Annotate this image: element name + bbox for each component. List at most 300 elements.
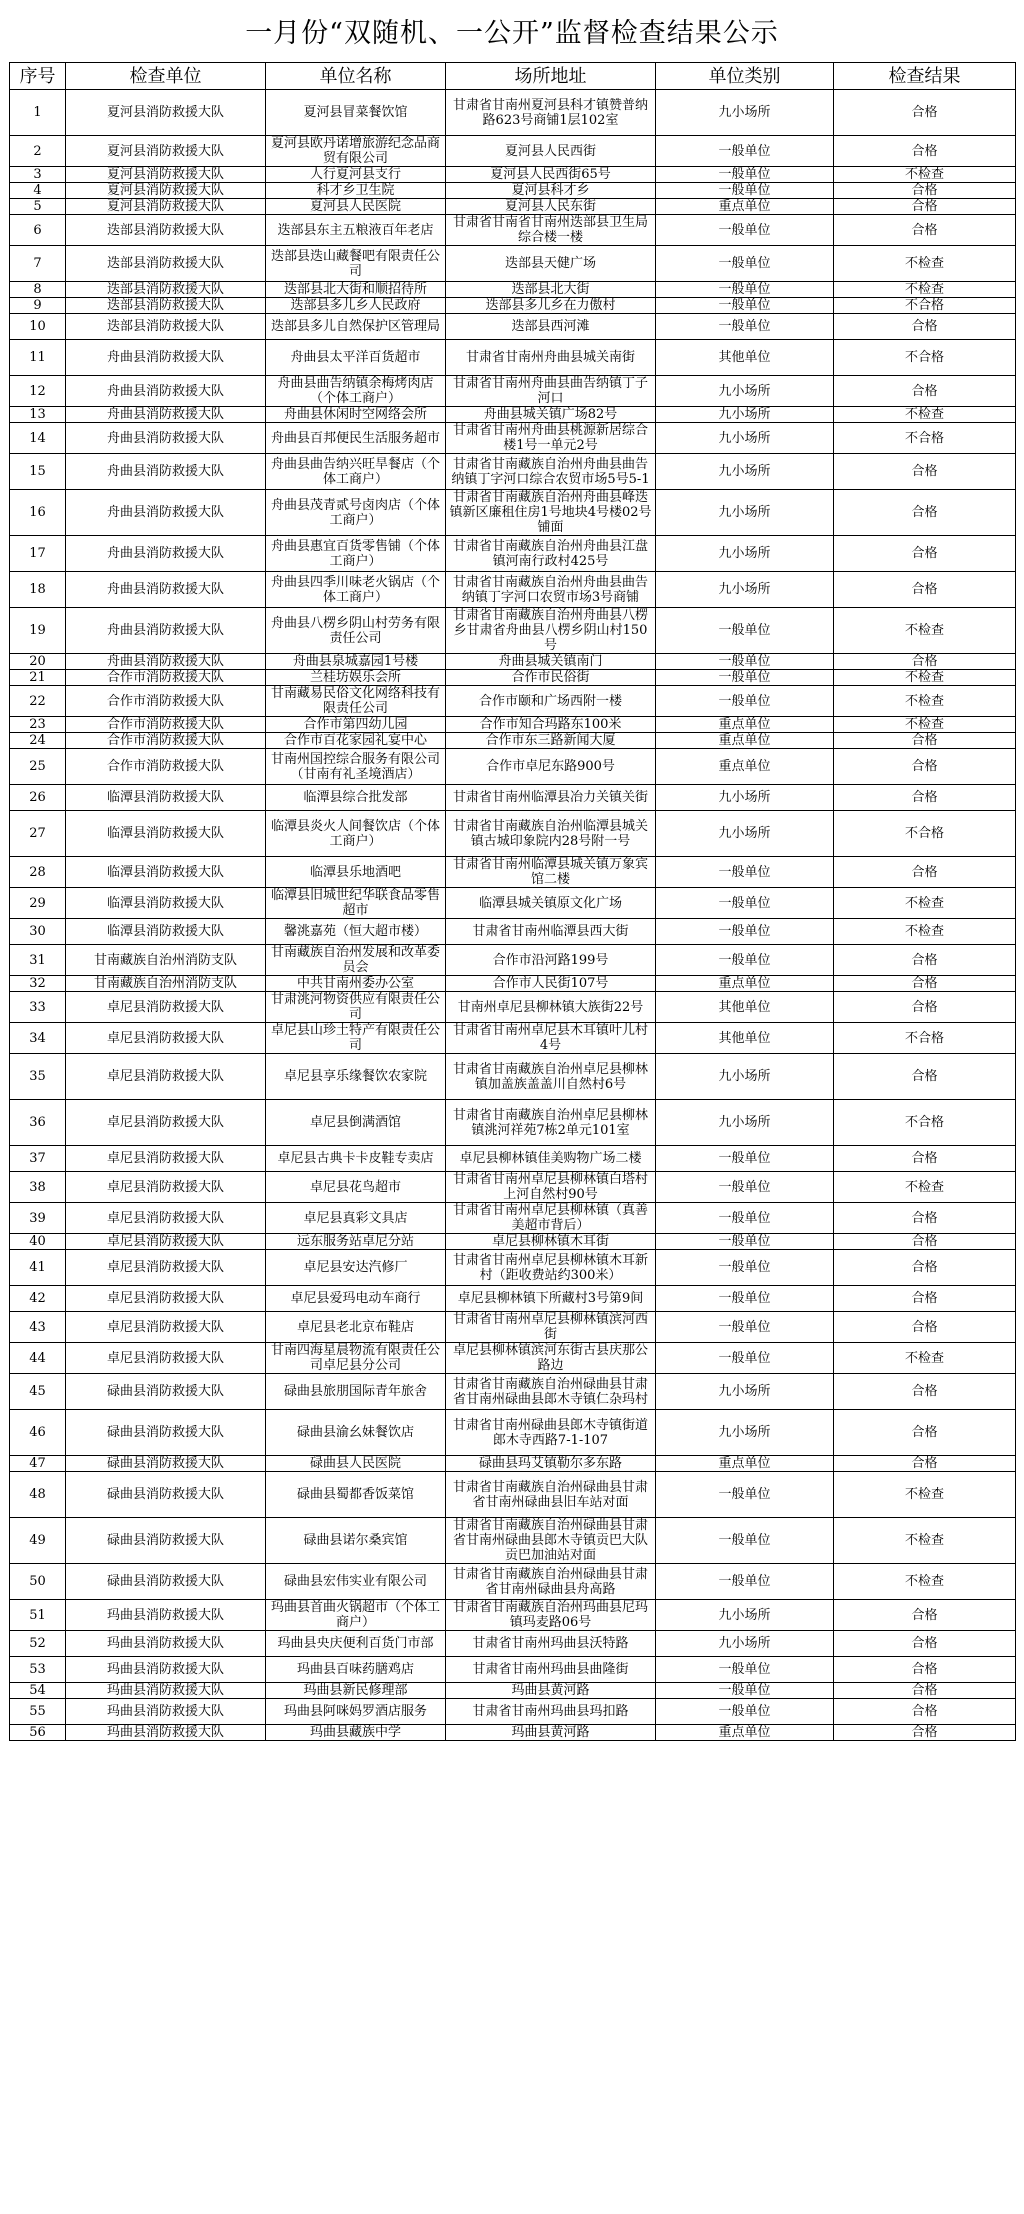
inspection-result-cell: 合格: [834, 1683, 1016, 1699]
site-address-cell: 迭部县天健广场: [446, 246, 656, 282]
table-row: [10, 90, 1016, 136]
site-address-cell: 合作市沿河路199号: [446, 945, 656, 976]
table-row: [10, 976, 1016, 992]
inspecting-unit-cell: 夏河县消防救援大队: [66, 199, 266, 215]
serial-number-cell: 1: [10, 90, 66, 136]
unit-category-cell: 一般单位: [656, 183, 834, 199]
site-address-cell: 甘肃省甘南州临潭县城关镇万象宾馆二楼: [446, 857, 656, 888]
inspection-result-cell: 合格: [834, 992, 1016, 1023]
serial-number-cell: 15: [10, 454, 66, 490]
site-address-cell: 夏河县人民西街65号: [446, 167, 656, 183]
unit-name-cell: 碌曲县渝幺妹餐饮店: [266, 1410, 446, 1456]
site-address-cell: 临潭县城关镇原文化广场: [446, 888, 656, 919]
unit-name-cell: 临潭县炎火人间餐饮店（个体工商户）: [266, 811, 446, 857]
inspecting-unit-cell: 卓尼县消防救援大队: [66, 1343, 266, 1374]
unit-category-cell: 一般单位: [656, 1312, 834, 1343]
unit-category-cell: 一般单位: [656, 1203, 834, 1234]
inspection-result-cell: 合格: [834, 1234, 1016, 1250]
unit-category-cell: 重点单位: [656, 1725, 834, 1741]
inspecting-unit-cell: 玛曲县消防救援大队: [66, 1657, 266, 1683]
table-row: [10, 1023, 1016, 1054]
serial-number-cell: 52: [10, 1631, 66, 1657]
unit-category-cell: 一般单位: [656, 246, 834, 282]
inspection-result-cell: 不检查: [834, 407, 1016, 423]
serial-number-cell: 46: [10, 1410, 66, 1456]
inspecting-unit-cell: 临潭县消防救援大队: [66, 811, 266, 857]
site-address-cell: 甘肃省甘南藏族自治州舟曲县曲告纳镇丁字河口综合农贸市场5号5-1: [446, 454, 656, 490]
inspecting-unit-cell: 碌曲县消防救援大队: [66, 1410, 266, 1456]
unit-name-cell: 合作市第四幼儿园: [266, 717, 446, 733]
site-address-cell: 甘肃省甘南州玛曲县玛扣路: [446, 1699, 656, 1725]
inspection-result-cell: 合格: [834, 454, 1016, 490]
unit-category-cell: 一般单位: [656, 1472, 834, 1518]
table-row: [10, 1518, 1016, 1564]
site-address-cell: 合作市卓尼东路900号: [446, 749, 656, 785]
table-row: [10, 1054, 1016, 1100]
serial-number-cell: 24: [10, 733, 66, 749]
site-address-cell: 卓尼县柳林镇滨河东街古县庆那公路边: [446, 1343, 656, 1374]
serial-number-cell: 11: [10, 340, 66, 376]
serial-number-cell: 55: [10, 1699, 66, 1725]
unit-category-cell: 一般单位: [656, 608, 834, 654]
inspection-result-cell: 不检查: [834, 1343, 1016, 1374]
inspection-result-cell: 合格: [834, 857, 1016, 888]
unit-category-cell: 一般单位: [656, 888, 834, 919]
inspection-result-cell: 不合格: [834, 340, 1016, 376]
inspection-result-cell: 不检查: [834, 1172, 1016, 1203]
table-row: [10, 1600, 1016, 1631]
inspecting-unit-cell: 玛曲县消防救援大队: [66, 1600, 266, 1631]
unit-name-cell: 碌曲县蜀都香饭菜馆: [266, 1472, 446, 1518]
inspection-result-cell: 合格: [834, 1374, 1016, 1410]
unit-name-cell: 玛曲县阿咪妈罗酒店服务: [266, 1699, 446, 1725]
unit-name-cell: 临潭县乐地酒吧: [266, 857, 446, 888]
site-address-cell: 甘肃省甘南州临潭县西大街: [446, 919, 656, 945]
site-address-cell: 迭部县西河滩: [446, 314, 656, 340]
inspecting-unit-cell: 夏河县消防救援大队: [66, 90, 266, 136]
inspecting-unit-cell: 卓尼县消防救援大队: [66, 1054, 266, 1100]
serial-number-cell: 14: [10, 423, 66, 454]
unit-name-cell: 迭部县东主五粮液百年老店: [266, 215, 446, 246]
site-address-cell: 夏河县人民东街: [446, 199, 656, 215]
site-address-cell: 碌曲县玛艾镇勒尔多东路: [446, 1456, 656, 1472]
inspecting-unit-cell: 临潭县消防救援大队: [66, 857, 266, 888]
serial-number-cell: 44: [10, 1343, 66, 1374]
inspecting-unit-cell: 卓尼县消防救援大队: [66, 1023, 266, 1054]
inspecting-unit-cell: 卓尼县消防救援大队: [66, 1203, 266, 1234]
unit-name-cell: 夏河县人民医院: [266, 199, 446, 215]
inspection-result-cell: 合格: [834, 749, 1016, 785]
table-row: [10, 1172, 1016, 1203]
serial-number-cell: 37: [10, 1146, 66, 1172]
table-row: [10, 572, 1016, 608]
serial-number-cell: 8: [10, 282, 66, 298]
unit-category-cell: 一般单位: [656, 686, 834, 717]
site-address-cell: 甘肃省甘南藏族自治州卓尼县柳林镇洮河祥苑7栋2单元101室: [446, 1100, 656, 1146]
unit-category-cell: 九小场所: [656, 407, 834, 423]
inspection-result-cell: 不合格: [834, 811, 1016, 857]
unit-name-cell: 舟曲县休闲时空网络会所: [266, 407, 446, 423]
unit-name-cell: 玛曲县央庆便利百货门市部: [266, 1631, 446, 1657]
inspecting-unit-cell: 碌曲县消防救援大队: [66, 1374, 266, 1410]
unit-category-cell: 九小场所: [656, 376, 834, 407]
serial-number-cell: 2: [10, 136, 66, 167]
site-address-cell: 玛曲县黄河路: [446, 1725, 656, 1741]
inspecting-unit-cell: 卓尼县消防救援大队: [66, 1250, 266, 1286]
unit-category-cell: 九小场所: [656, 90, 834, 136]
inspecting-unit-cell: 卓尼县消防救援大队: [66, 1312, 266, 1343]
site-address-cell: 舟曲县城关镇南门: [446, 654, 656, 670]
unit-category-cell: 重点单位: [656, 733, 834, 749]
inspecting-unit-cell: 舟曲县消防救援大队: [66, 572, 266, 608]
unit-category-cell: 一般单位: [656, 919, 834, 945]
serial-number-cell: 23: [10, 717, 66, 733]
unit-category-cell: 九小场所: [656, 1054, 834, 1100]
unit-name-cell: 卓尼县古典卡卡皮鞋专卖店: [266, 1146, 446, 1172]
inspection-result-cell: 不检查: [834, 686, 1016, 717]
table-row: [10, 1472, 1016, 1518]
table-row: [10, 608, 1016, 654]
unit-category-cell: 九小场所: [656, 811, 834, 857]
serial-number-cell: 17: [10, 536, 66, 572]
site-address-cell: 甘肃省甘南藏族自治州舟曲县八楞乡甘肃省舟曲县八楞乡阴山村150号: [446, 608, 656, 654]
header-unit-category: 单位类别: [656, 63, 834, 90]
inspecting-unit-cell: 合作市消防救援大队: [66, 686, 266, 717]
inspecting-unit-cell: 碌曲县消防救援大队: [66, 1456, 266, 1472]
table-row: [10, 298, 1016, 314]
table-row: [10, 1657, 1016, 1683]
table-row: [10, 1564, 1016, 1600]
inspection-result-cell: 合格: [834, 1410, 1016, 1456]
table-row: [10, 454, 1016, 490]
table-row: [10, 1631, 1016, 1657]
serial-number-cell: 35: [10, 1054, 66, 1100]
table-row: [10, 167, 1016, 183]
site-address-cell: 甘肃省甘南藏族自治州碌曲县甘肃省甘南州碌曲县郎木寺镇仁杂玛村: [446, 1374, 656, 1410]
unit-name-cell: 迭部县迭山藏餐吧有限责任公司: [266, 246, 446, 282]
serial-number-cell: 7: [10, 246, 66, 282]
inspecting-unit-cell: 卓尼县消防救援大队: [66, 1146, 266, 1172]
inspecting-unit-cell: 迭部县消防救援大队: [66, 282, 266, 298]
unit-category-cell: 一般单位: [656, 1657, 834, 1683]
site-address-cell: 甘肃省甘南州临潭县冶力关镇关街: [446, 785, 656, 811]
inspecting-unit-cell: 舟曲县消防救援大队: [66, 423, 266, 454]
unit-name-cell: 舟曲县曲告纳镇余梅烤肉店（个体工商户）: [266, 376, 446, 407]
inspecting-unit-cell: 甘南藏族自治州消防支队: [66, 976, 266, 992]
serial-number-cell: 5: [10, 199, 66, 215]
table-row: [10, 282, 1016, 298]
site-address-cell: 合作市人民街107号: [446, 976, 656, 992]
site-address-cell: 甘肃省甘南州卓尼县柳林镇滨河西街: [446, 1312, 656, 1343]
site-address-cell: 迭部县北大街: [446, 282, 656, 298]
header-site-address: 场所地址: [446, 63, 656, 90]
table-row: [10, 199, 1016, 215]
site-address-cell: 甘肃省甘南省甘南州迭部县卫生局综合楼一楼: [446, 215, 656, 246]
unit-category-cell: 重点单位: [656, 976, 834, 992]
table-row: [10, 733, 1016, 749]
inspection-result-cell: 不检查: [834, 167, 1016, 183]
inspection-result-cell: 合格: [834, 90, 1016, 136]
site-address-cell: 甘肃省甘南藏族自治州玛曲县尼玛镇玛麦路06号: [446, 1600, 656, 1631]
serial-number-cell: 26: [10, 785, 66, 811]
inspecting-unit-cell: 合作市消防救援大队: [66, 670, 266, 686]
unit-category-cell: 一般单位: [656, 215, 834, 246]
unit-category-cell: 一般单位: [656, 298, 834, 314]
inspection-result-cell: 合格: [834, 654, 1016, 670]
serial-number-cell: 34: [10, 1023, 66, 1054]
inspecting-unit-cell: 碌曲县消防救援大队: [66, 1518, 266, 1564]
unit-category-cell: 一般单位: [656, 1343, 834, 1374]
inspecting-unit-cell: 舟曲县消防救援大队: [66, 654, 266, 670]
table-row: [10, 654, 1016, 670]
table-row: [10, 407, 1016, 423]
unit-name-cell: 玛曲县藏族中学: [266, 1725, 446, 1741]
unit-category-cell: 一般单位: [656, 1564, 834, 1600]
inspection-result-cell: 不检查: [834, 670, 1016, 686]
inspecting-unit-cell: 甘南藏族自治州消防支队: [66, 945, 266, 976]
serial-number-cell: 9: [10, 298, 66, 314]
site-address-cell: 甘肃省甘南州舟曲县曲告纳镇丁子河口: [446, 376, 656, 407]
table-row: [10, 490, 1016, 536]
unit-name-cell: 临潭县旧城世纪华联食品零售超市: [266, 888, 446, 919]
unit-name-cell: 卓尼县安达汽修厂: [266, 1250, 446, 1286]
unit-name-cell: 卓尼县倒满酒馆: [266, 1100, 446, 1146]
site-address-cell: 甘肃省甘南藏族自治州舟曲县江盘镇河南行政村425号: [446, 536, 656, 572]
site-address-cell: 甘肃省甘南州卓尼县木耳镇叶儿村4号: [446, 1023, 656, 1054]
page-title: 一月份“双随机、一公开”监督检查结果公示: [245, 17, 779, 49]
unit-category-cell: 重点单位: [656, 1456, 834, 1472]
unit-category-cell: 一般单位: [656, 1683, 834, 1699]
site-address-cell: 甘肃省甘南藏族自治州卓尼县柳林镇加盖族盖盖川自然村6号: [446, 1054, 656, 1100]
unit-category-cell: 九小场所: [656, 536, 834, 572]
serial-number-cell: 51: [10, 1600, 66, 1631]
inspection-result-cell: 合格: [834, 945, 1016, 976]
table-row: [10, 215, 1016, 246]
inspection-result-cell: 合格: [834, 136, 1016, 167]
unit-name-cell: 舟曲县茂青贰号卤肉店（个体工商户）: [266, 490, 446, 536]
site-address-cell: 甘肃省甘南藏族自治州舟曲县曲告纳镇丁字河口农贸市场3号商铺: [446, 572, 656, 608]
inspecting-unit-cell: 舟曲县消防救援大队: [66, 490, 266, 536]
unit-name-cell: 碌曲县宏伟实业有限公司: [266, 1564, 446, 1600]
inspection-result-cell: 不合格: [834, 1100, 1016, 1146]
unit-name-cell: 碌曲县诺尔桑宾馆: [266, 1518, 446, 1564]
header-inspecting-unit: 检查单位: [66, 63, 266, 90]
site-address-cell: 甘南州卓尼县柳林镇大族街22号: [446, 992, 656, 1023]
unit-category-cell: 一般单位: [656, 857, 834, 888]
inspection-result-cell: 合格: [834, 183, 1016, 199]
inspecting-unit-cell: 夏河县消防救援大队: [66, 167, 266, 183]
inspecting-unit-cell: 玛曲县消防救援大队: [66, 1631, 266, 1657]
table-row: [10, 945, 1016, 976]
table-row: [10, 717, 1016, 733]
unit-name-cell: 卓尼县享乐缘餐饮农家院: [266, 1054, 446, 1100]
table-row: [10, 1699, 1016, 1725]
site-address-cell: 甘肃省甘南藏族自治州碌曲县甘肃省甘南州碌曲县旧车站对面: [446, 1472, 656, 1518]
site-address-cell: 甘肃省甘南州玛曲县曲隆街: [446, 1657, 656, 1683]
inspection-result-cell: 不合格: [834, 423, 1016, 454]
unit-name-cell: 夏河县欧丹诺增旅游纪念品商贸有限公司: [266, 136, 446, 167]
unit-name-cell: 玛曲县新民修理部: [266, 1683, 446, 1699]
table-row: [10, 1410, 1016, 1456]
serial-number-cell: 13: [10, 407, 66, 423]
table-row: [10, 811, 1016, 857]
unit-category-cell: 其他单位: [656, 1023, 834, 1054]
serial-number-cell: 28: [10, 857, 66, 888]
site-address-cell: 甘肃省甘南州舟曲县城关南街: [446, 340, 656, 376]
unit-name-cell: 人行夏河县支行: [266, 167, 446, 183]
inspecting-unit-cell: 碌曲县消防救援大队: [66, 1564, 266, 1600]
unit-category-cell: 九小场所: [656, 423, 834, 454]
table-header-row: [10, 63, 1016, 90]
site-address-cell: 甘肃省甘南藏族自治州碌曲县甘肃省甘南州碌曲县郎木寺镇贡巴大队贡巴加油站对面: [446, 1518, 656, 1564]
inspection-result-cell: 不检查: [834, 608, 1016, 654]
inspection-result-cell: 合格: [834, 376, 1016, 407]
unit-category-cell: 一般单位: [656, 945, 834, 976]
unit-name-cell: 甘南藏易民俗文化网络科技有限责任公司: [266, 686, 446, 717]
serial-number-cell: 31: [10, 945, 66, 976]
inspection-result-cell: 不检查: [834, 1564, 1016, 1600]
table-row: [10, 536, 1016, 572]
inspecting-unit-cell: 卓尼县消防救援大队: [66, 1286, 266, 1312]
site-address-cell: 甘肃省甘南藏族自治州碌曲县甘肃省甘南州碌曲县舟高路: [446, 1564, 656, 1600]
table-row: [10, 1343, 1016, 1374]
unit-name-cell: 舟曲县百邦便民生活服务超市: [266, 423, 446, 454]
table-row: [10, 423, 1016, 454]
inspecting-unit-cell: 舟曲县消防救援大队: [66, 376, 266, 407]
table-row: [10, 1146, 1016, 1172]
inspection-result-cell: 合格: [834, 215, 1016, 246]
table-row: [10, 888, 1016, 919]
unit-name-cell: 临潭县综合批发部: [266, 785, 446, 811]
unit-name-cell: 甘南州国控综合服务有限公司（甘南有礼圣境酒店）: [266, 749, 446, 785]
unit-name-cell: 迭部县多儿乡人民政府: [266, 298, 446, 314]
inspecting-unit-cell: 合作市消防救援大队: [66, 749, 266, 785]
inspection-result-cell: 合格: [834, 733, 1016, 749]
inspection-result-cell: 合格: [834, 1699, 1016, 1725]
unit-category-cell: 一般单位: [656, 1250, 834, 1286]
table-row: [10, 340, 1016, 376]
inspecting-unit-cell: 卓尼县消防救援大队: [66, 1100, 266, 1146]
site-address-cell: 甘肃省甘南州夏河县科才镇赞普纳路623号商铺1层102室: [446, 90, 656, 136]
unit-name-cell: 馨洮嘉苑（恒大超市楼）: [266, 919, 446, 945]
inspecting-unit-cell: 迭部县消防救援大队: [66, 215, 266, 246]
inspection-result-cell: 不检查: [834, 888, 1016, 919]
inspection-result-cell: 合格: [834, 1631, 1016, 1657]
inspection-result-cell: 不合格: [834, 1023, 1016, 1054]
unit-category-cell: 一般单位: [656, 654, 834, 670]
serial-number-cell: 43: [10, 1312, 66, 1343]
serial-number-cell: 38: [10, 1172, 66, 1203]
inspection-result-cell: 合格: [834, 199, 1016, 215]
header-inspection-result: 检查结果: [834, 63, 1016, 90]
inspection-result-cell: 合格: [834, 1456, 1016, 1472]
inspection-result-cell: 合格: [834, 314, 1016, 340]
inspecting-unit-cell: 舟曲县消防救援大队: [66, 536, 266, 572]
inspecting-unit-cell: 迭部县消防救援大队: [66, 314, 266, 340]
unit-category-cell: 九小场所: [656, 572, 834, 608]
site-address-cell: 夏河县科才乡: [446, 183, 656, 199]
inspection-result-cell: 合格: [834, 490, 1016, 536]
serial-number-cell: 54: [10, 1683, 66, 1699]
serial-number-cell: 3: [10, 167, 66, 183]
serial-number-cell: 42: [10, 1286, 66, 1312]
unit-name-cell: 舟曲县曲告纳兴旺旱餐店（个体工商户）: [266, 454, 446, 490]
unit-category-cell: 九小场所: [656, 490, 834, 536]
inspection-result-cell: 合格: [834, 1203, 1016, 1234]
unit-name-cell: 甘肃洮河物资供应有限责任公司: [266, 992, 446, 1023]
inspecting-unit-cell: 迭部县消防救援大队: [66, 246, 266, 282]
inspecting-unit-cell: 夏河县消防救援大队: [66, 136, 266, 167]
unit-name-cell: 甘南四海星晨物流有限责任公司卓尼县分公司: [266, 1343, 446, 1374]
table-row: [10, 376, 1016, 407]
header-unit-name: 单位名称: [266, 63, 446, 90]
inspection-result-cell: 合格: [834, 1725, 1016, 1741]
site-address-cell: 甘肃省甘南州卓尼县柳林镇（真善美超市背后）: [446, 1203, 656, 1234]
inspecting-unit-cell: 迭部县消防救援大队: [66, 298, 266, 314]
table-row: [10, 1683, 1016, 1699]
unit-category-cell: 其他单位: [656, 992, 834, 1023]
unit-category-cell: 一般单位: [656, 1172, 834, 1203]
unit-category-cell: 一般单位: [656, 282, 834, 298]
serial-number-cell: 32: [10, 976, 66, 992]
inspection-result-cell: 合格: [834, 785, 1016, 811]
unit-category-cell: 一般单位: [656, 136, 834, 167]
serial-number-cell: 33: [10, 992, 66, 1023]
unit-category-cell: 九小场所: [656, 785, 834, 811]
unit-category-cell: 九小场所: [656, 1410, 834, 1456]
serial-number-cell: 53: [10, 1657, 66, 1683]
inspection-result-cell: 合格: [834, 1054, 1016, 1100]
unit-name-cell: 迭部县多儿自然保护区管理局: [266, 314, 446, 340]
site-address-cell: 甘肃省甘南州卓尼县柳林镇白塔村上河自然村90号: [446, 1172, 656, 1203]
serial-number-cell: 19: [10, 608, 66, 654]
unit-name-cell: 舟曲县四季川味老火锅店（个体工商户）: [266, 572, 446, 608]
unit-name-cell: 夏河县冒菜餐饮馆: [266, 90, 446, 136]
site-address-cell: 卓尼县柳林镇木耳街: [446, 1234, 656, 1250]
table-row: [10, 670, 1016, 686]
unit-name-cell: 舟曲县惠宜百货零售铺（个体工商户）: [266, 536, 446, 572]
table-row: [10, 686, 1016, 717]
unit-name-cell: 舟曲县泉城嘉园1号楼: [266, 654, 446, 670]
serial-number-cell: 29: [10, 888, 66, 919]
unit-category-cell: 一般单位: [656, 167, 834, 183]
serial-number-cell: 21: [10, 670, 66, 686]
table-row: [10, 314, 1016, 340]
inspection-result-cell: 合格: [834, 1250, 1016, 1286]
inspection-result-cell: 合格: [834, 572, 1016, 608]
table-row: [10, 992, 1016, 1023]
serial-number-cell: 36: [10, 1100, 66, 1146]
serial-number-cell: 22: [10, 686, 66, 717]
unit-category-cell: 九小场所: [656, 1600, 834, 1631]
inspecting-unit-cell: 临潭县消防救援大队: [66, 919, 266, 945]
table-row: [10, 1234, 1016, 1250]
table-row: [10, 1100, 1016, 1146]
inspection-result-cell: 合格: [834, 1312, 1016, 1343]
serial-number-cell: 18: [10, 572, 66, 608]
site-address-cell: 夏河县人民西街: [446, 136, 656, 167]
site-address-cell: 合作市知合玛路东100米: [446, 717, 656, 733]
unit-category-cell: 一般单位: [656, 1518, 834, 1564]
site-address-cell: 合作市颐和广场西附一楼: [446, 686, 656, 717]
unit-category-cell: 九小场所: [656, 454, 834, 490]
inspecting-unit-cell: 卓尼县消防救援大队: [66, 1172, 266, 1203]
serial-number-cell: 56: [10, 1725, 66, 1741]
unit-category-cell: 一般单位: [656, 314, 834, 340]
site-address-cell: 甘肃省甘南州碌曲县郎木寺镇街道郎木寺西路7-1-107: [446, 1410, 656, 1456]
site-address-cell: 甘肃省甘南藏族自治州舟曲县峰迭镇新区廉租住房1号地块4号楼02号铺面: [446, 490, 656, 536]
unit-name-cell: 远东服务站卓尼分站: [266, 1234, 446, 1250]
